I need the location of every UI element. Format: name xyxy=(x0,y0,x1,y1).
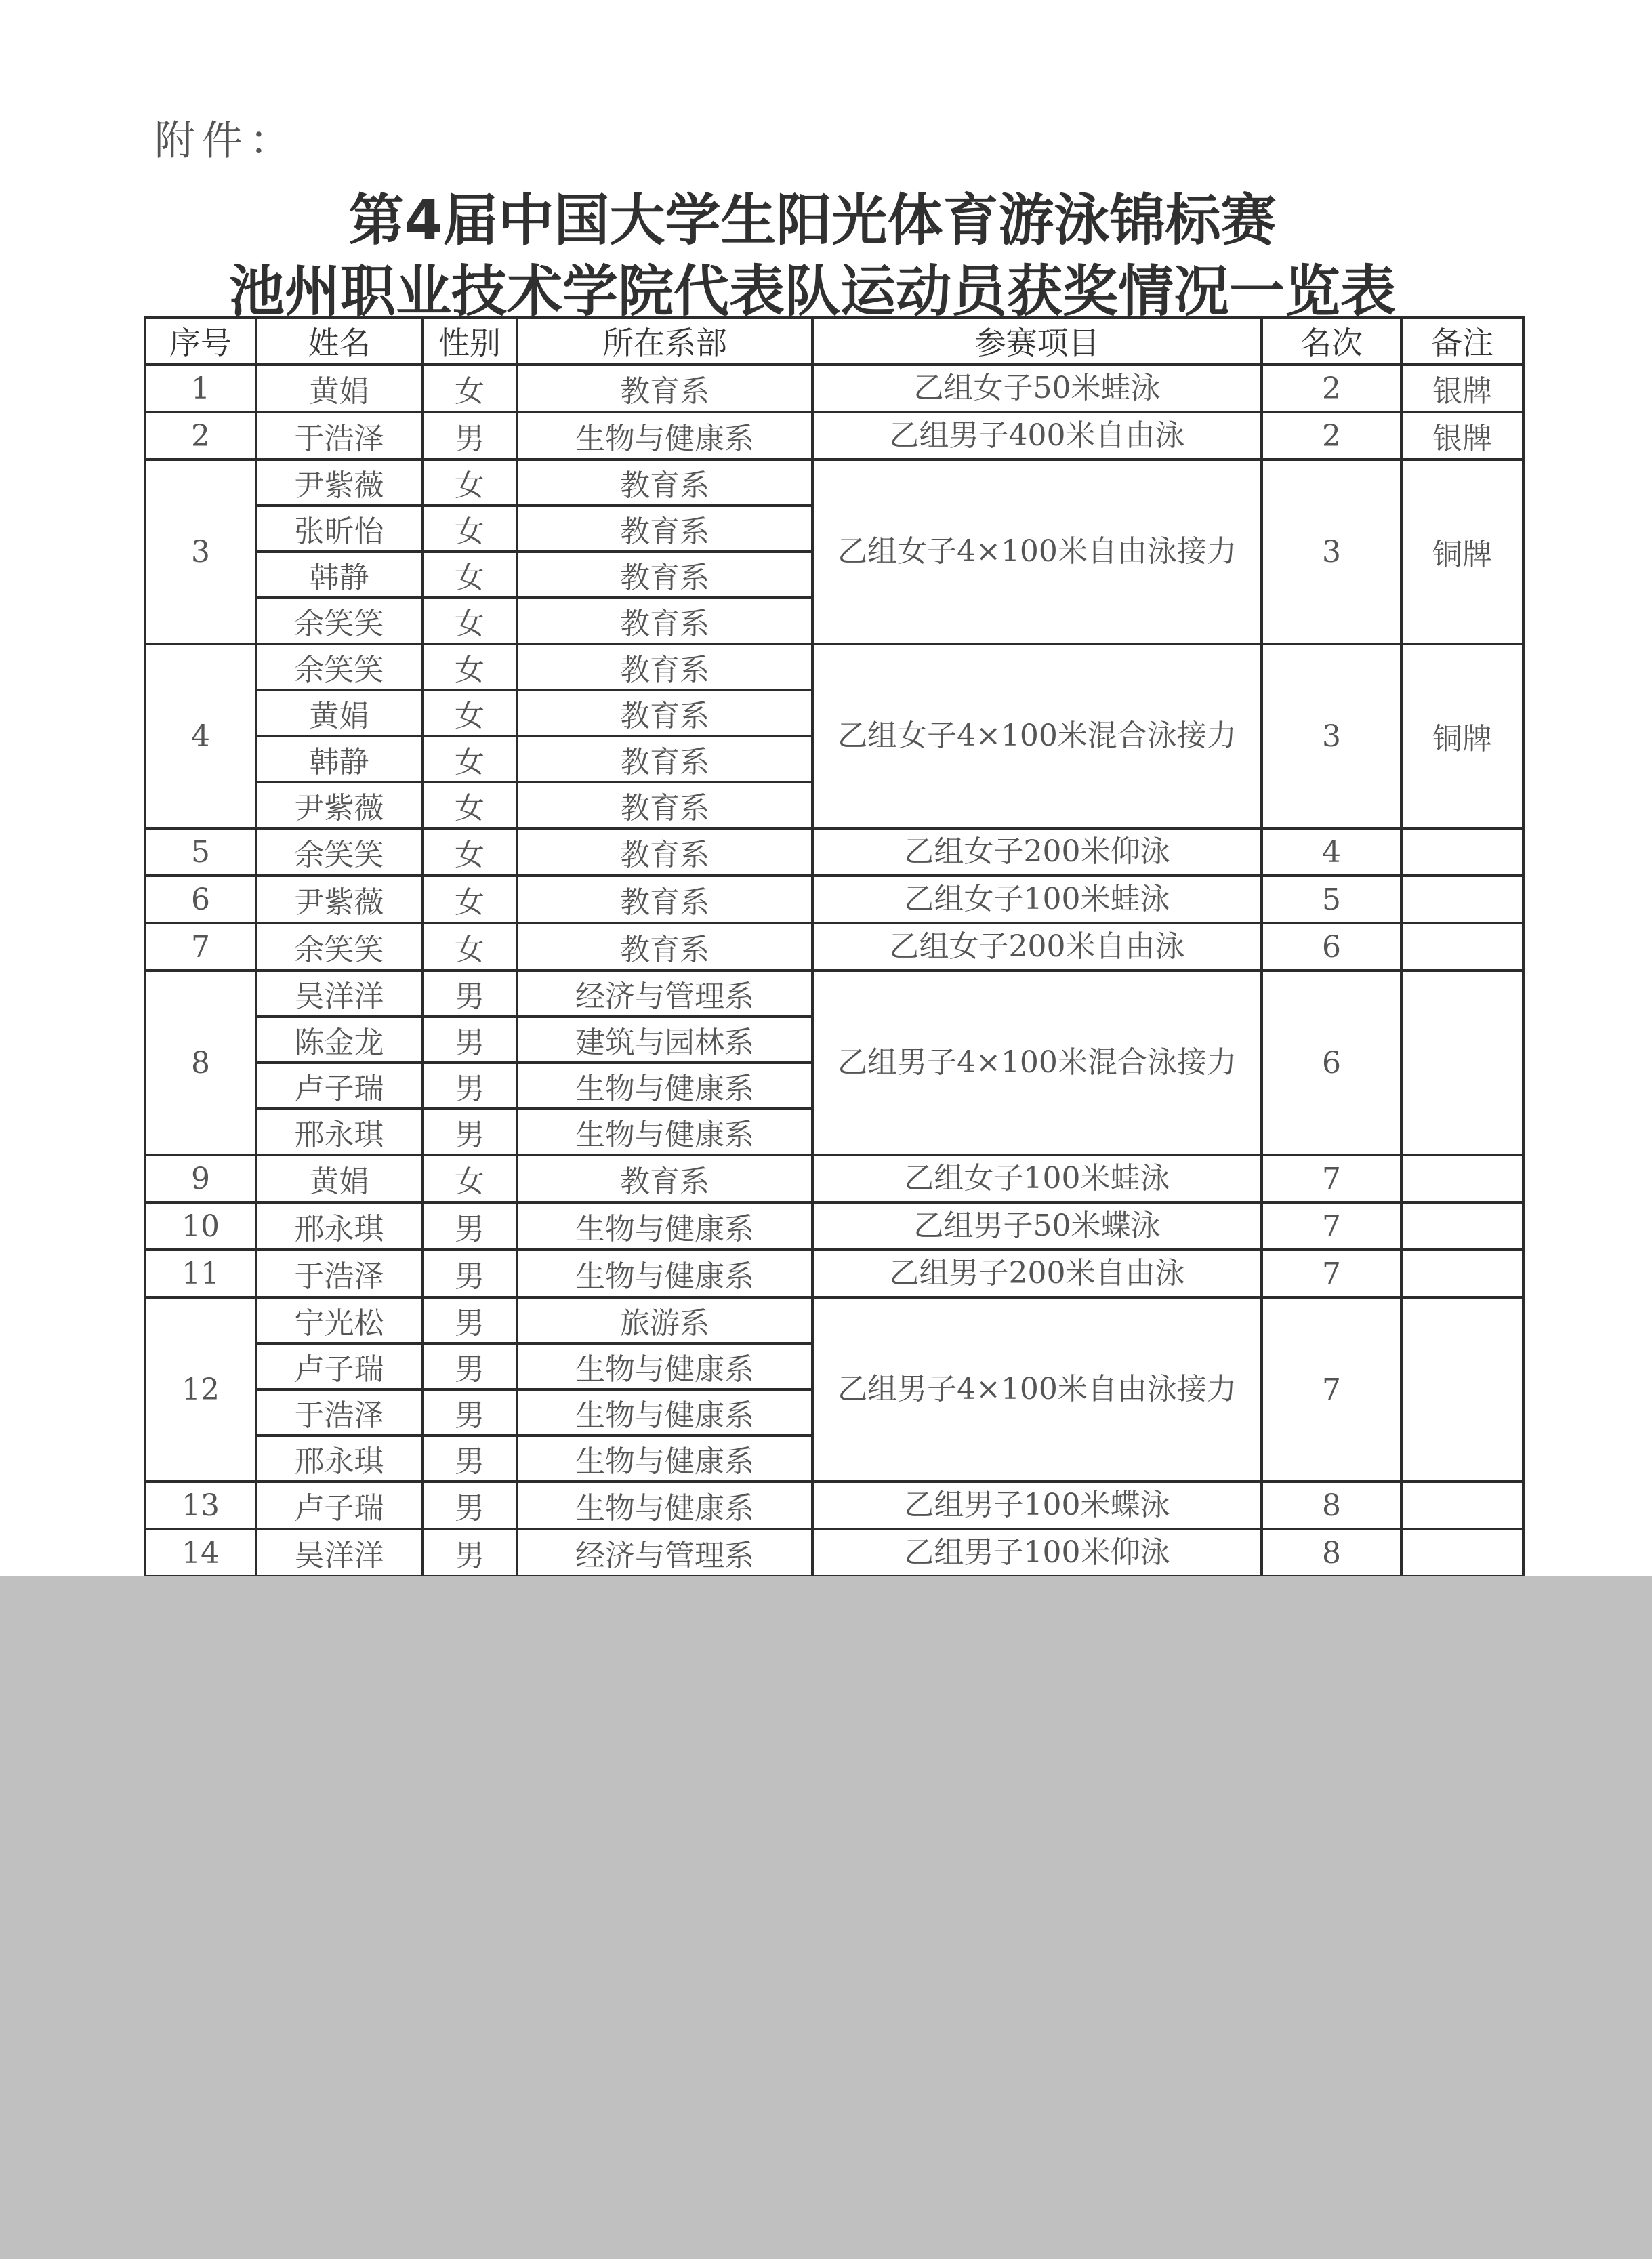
athlete-dept: 教育系 xyxy=(517,736,812,782)
athlete-name: 卢子瑞 xyxy=(256,1343,422,1389)
athlete-gender: 女 xyxy=(422,690,517,736)
award-note xyxy=(1401,1250,1523,1297)
rank: 6 xyxy=(1262,971,1401,1155)
athlete-gender: 男 xyxy=(422,1436,517,1482)
event-name: 乙组男子50米蝶泳 xyxy=(812,1202,1262,1250)
table-row xyxy=(145,1482,1523,1529)
athlete-dept: 生物与健康系 xyxy=(517,1436,812,1482)
athlete-dept: 教育系 xyxy=(517,598,812,644)
event-name: 乙组女子200米仰泳 xyxy=(812,828,1262,876)
rank: 4 xyxy=(1262,828,1401,876)
rank: 3 xyxy=(1262,460,1401,644)
athlete-name: 陈金龙 xyxy=(256,1017,422,1063)
athlete-dept: 经济与管理系 xyxy=(517,1529,812,1576)
table-row xyxy=(145,365,1523,412)
athlete-gender: 女 xyxy=(422,552,517,598)
event-name: 乙组女子4×100米自由泳接力 xyxy=(812,460,1262,644)
athlete-gender: 男 xyxy=(422,1063,517,1109)
athlete-name: 黄娟 xyxy=(256,690,422,736)
athlete-gender: 女 xyxy=(422,506,517,552)
row-number: 4 xyxy=(145,644,256,828)
athlete-name: 卢子瑞 xyxy=(256,1063,422,1109)
athlete-dept: 生物与健康系 xyxy=(517,1202,812,1250)
athlete-name: 吴洋洋 xyxy=(256,971,422,1017)
table-row xyxy=(145,923,1523,971)
award-note: 铜牌 xyxy=(1401,644,1523,828)
award-note xyxy=(1401,1202,1523,1250)
athlete-dept: 教育系 xyxy=(517,506,812,552)
award-note xyxy=(1401,923,1523,971)
athlete-name: 尹紫薇 xyxy=(256,460,422,506)
award-note xyxy=(1401,828,1523,876)
row-number: 13 xyxy=(145,1482,256,1529)
athlete-gender: 男 xyxy=(422,1482,517,1529)
header-no: 序号 xyxy=(145,317,256,365)
athlete-name: 尹紫薇 xyxy=(256,876,422,923)
athlete-gender: 男 xyxy=(422,971,517,1017)
athlete-dept: 经济与管理系 xyxy=(517,971,812,1017)
row-number: 12 xyxy=(145,1297,256,1482)
row-number: 8 xyxy=(145,971,256,1155)
athlete-name: 张昕怡 xyxy=(256,506,422,552)
athlete-dept: 生物与健康系 xyxy=(517,1343,812,1389)
athlete-dept: 教育系 xyxy=(517,923,812,971)
row-number: 2 xyxy=(145,412,256,460)
athlete-name: 邢永琪 xyxy=(256,1109,422,1155)
athlete-gender: 男 xyxy=(422,1529,517,1576)
event-name: 乙组女子50米蛙泳 xyxy=(812,365,1262,412)
athlete-name: 余笑笑 xyxy=(256,923,422,971)
event-name: 乙组男子100米仰泳 xyxy=(812,1529,1262,1576)
event-name: 乙组男子400米自由泳 xyxy=(812,412,1262,460)
award-note xyxy=(1401,876,1523,923)
athlete-dept: 教育系 xyxy=(517,365,812,412)
row-number: 1 xyxy=(145,365,256,412)
rank: 7 xyxy=(1262,1250,1401,1297)
rank: 7 xyxy=(1262,1155,1401,1202)
award-note: 银牌 xyxy=(1401,365,1523,412)
athlete-name: 黄娟 xyxy=(256,365,422,412)
row-number: 7 xyxy=(145,923,256,971)
athlete-name: 宁光松 xyxy=(256,1297,422,1343)
athlete-name: 邢永琪 xyxy=(256,1436,422,1482)
table-row xyxy=(145,644,1523,690)
table-row xyxy=(145,1297,1523,1343)
athlete-name: 尹紫薇 xyxy=(256,782,422,828)
athlete-gender: 男 xyxy=(422,412,517,460)
athlete-gender: 男 xyxy=(422,1250,517,1297)
athlete-dept: 建筑与园林系 xyxy=(517,1017,812,1063)
event-name: 乙组男子4×100米混合泳接力 xyxy=(812,971,1262,1155)
event-name: 乙组女子4×100米混合泳接力 xyxy=(812,644,1262,828)
athlete-gender: 女 xyxy=(422,782,517,828)
rank: 6 xyxy=(1262,923,1401,971)
athlete-dept: 生物与健康系 xyxy=(517,1109,812,1155)
row-number: 11 xyxy=(145,1250,256,1297)
athlete-gender: 女 xyxy=(422,644,517,690)
athlete-name: 吴洋洋 xyxy=(256,1529,422,1576)
header-note: 备注 xyxy=(1401,317,1523,365)
event-name: 乙组男子100米蝶泳 xyxy=(812,1482,1262,1529)
rank: 8 xyxy=(1262,1529,1401,1576)
header-name: 姓名 xyxy=(256,317,422,365)
athlete-dept: 教育系 xyxy=(517,644,812,690)
athlete-name: 余笑笑 xyxy=(256,598,422,644)
athlete-gender: 男 xyxy=(422,1297,517,1343)
row-number: 6 xyxy=(145,876,256,923)
athlete-name: 于浩泽 xyxy=(256,1250,422,1297)
award-note xyxy=(1401,1482,1523,1529)
row-number: 5 xyxy=(145,828,256,876)
award-table-header xyxy=(145,317,1523,365)
award-note xyxy=(1401,1297,1523,1482)
award-note: 银牌 xyxy=(1401,412,1523,460)
athlete-gender: 男 xyxy=(422,1389,517,1436)
rank: 2 xyxy=(1262,365,1401,412)
table-row xyxy=(145,1250,1523,1297)
athlete-name: 韩静 xyxy=(256,736,422,782)
table-row xyxy=(145,1202,1523,1250)
event-name: 乙组女子100米蛙泳 xyxy=(812,876,1262,923)
row-number: 14 xyxy=(145,1529,256,1576)
event-name: 乙组女子200米自由泳 xyxy=(812,923,1262,971)
athlete-dept: 教育系 xyxy=(517,690,812,736)
event-name: 乙组男子4×100米自由泳接力 xyxy=(812,1297,1262,1482)
table-row xyxy=(145,412,1523,460)
athlete-gender: 女 xyxy=(422,365,517,412)
athlete-name: 于浩泽 xyxy=(256,412,422,460)
award-table xyxy=(144,316,1525,1578)
athlete-gender: 女 xyxy=(422,876,517,923)
header-rank: 名次 xyxy=(1262,317,1401,365)
athlete-name: 余笑笑 xyxy=(256,828,422,876)
award-table-body xyxy=(145,365,1523,1576)
table-row xyxy=(145,876,1523,923)
athlete-name: 邢永琪 xyxy=(256,1202,422,1250)
rank: 3 xyxy=(1262,644,1401,828)
attachment-label: 附件： xyxy=(154,117,297,165)
award-note xyxy=(1401,971,1523,1155)
athlete-gender: 女 xyxy=(422,923,517,971)
award-note xyxy=(1401,1529,1523,1576)
table-row xyxy=(145,1529,1523,1576)
athlete-gender: 女 xyxy=(422,828,517,876)
header-event: 参赛项目 xyxy=(812,317,1262,365)
page-title: 第4届中国大学生阳光体育游泳锦标赛 xyxy=(348,188,1277,253)
page-subtitle: 池州职业技术学院代表队运动员获奖情况一览表 xyxy=(228,260,1396,324)
athlete-dept: 教育系 xyxy=(517,876,812,923)
athlete-gender: 女 xyxy=(422,736,517,782)
header-dept: 所在系部 xyxy=(517,317,812,365)
athlete-name: 韩静 xyxy=(256,552,422,598)
athlete-gender: 男 xyxy=(422,1109,517,1155)
table-row xyxy=(145,828,1523,876)
athlete-name: 于浩泽 xyxy=(256,1389,422,1436)
header-gender: 性别 xyxy=(422,317,517,365)
rank: 5 xyxy=(1262,876,1401,923)
athlete-gender: 女 xyxy=(422,460,517,506)
athlete-dept: 教育系 xyxy=(517,460,812,506)
athlete-name: 黄娟 xyxy=(256,1155,422,1202)
row-number: 3 xyxy=(145,460,256,644)
athlete-dept: 生物与健康系 xyxy=(517,1250,812,1297)
athlete-name: 卢子瑞 xyxy=(256,1482,422,1529)
table-row xyxy=(145,460,1523,506)
row-number: 10 xyxy=(145,1202,256,1250)
athlete-dept: 教育系 xyxy=(517,1155,812,1202)
event-name: 乙组女子100米蛙泳 xyxy=(812,1155,1262,1202)
award-note xyxy=(1401,1155,1523,1202)
rank: 7 xyxy=(1262,1297,1401,1482)
athlete-dept: 教育系 xyxy=(517,552,812,598)
gray-cover-band xyxy=(0,1576,1652,2259)
athlete-dept: 教育系 xyxy=(517,828,812,876)
row-number: 9 xyxy=(145,1155,256,1202)
athlete-name: 余笑笑 xyxy=(256,644,422,690)
rank: 2 xyxy=(1262,412,1401,460)
athlete-dept: 旅游系 xyxy=(517,1297,812,1343)
athlete-gender: 女 xyxy=(422,1155,517,1202)
athlete-dept: 生物与健康系 xyxy=(517,1389,812,1436)
athlete-dept: 生物与健康系 xyxy=(517,412,812,460)
athlete-gender: 男 xyxy=(422,1017,517,1063)
award-note: 铜牌 xyxy=(1401,460,1523,644)
athlete-gender: 女 xyxy=(422,598,517,644)
athlete-gender: 男 xyxy=(422,1202,517,1250)
table-row xyxy=(145,1155,1523,1202)
table-row xyxy=(145,971,1523,1017)
rank: 7 xyxy=(1262,1202,1401,1250)
athlete-dept: 生物与健康系 xyxy=(517,1063,812,1109)
event-name: 乙组男子200米自由泳 xyxy=(812,1250,1262,1297)
athlete-dept: 教育系 xyxy=(517,782,812,828)
athlete-gender: 男 xyxy=(422,1343,517,1389)
rank: 8 xyxy=(1262,1482,1401,1529)
athlete-dept: 生物与健康系 xyxy=(517,1482,812,1529)
